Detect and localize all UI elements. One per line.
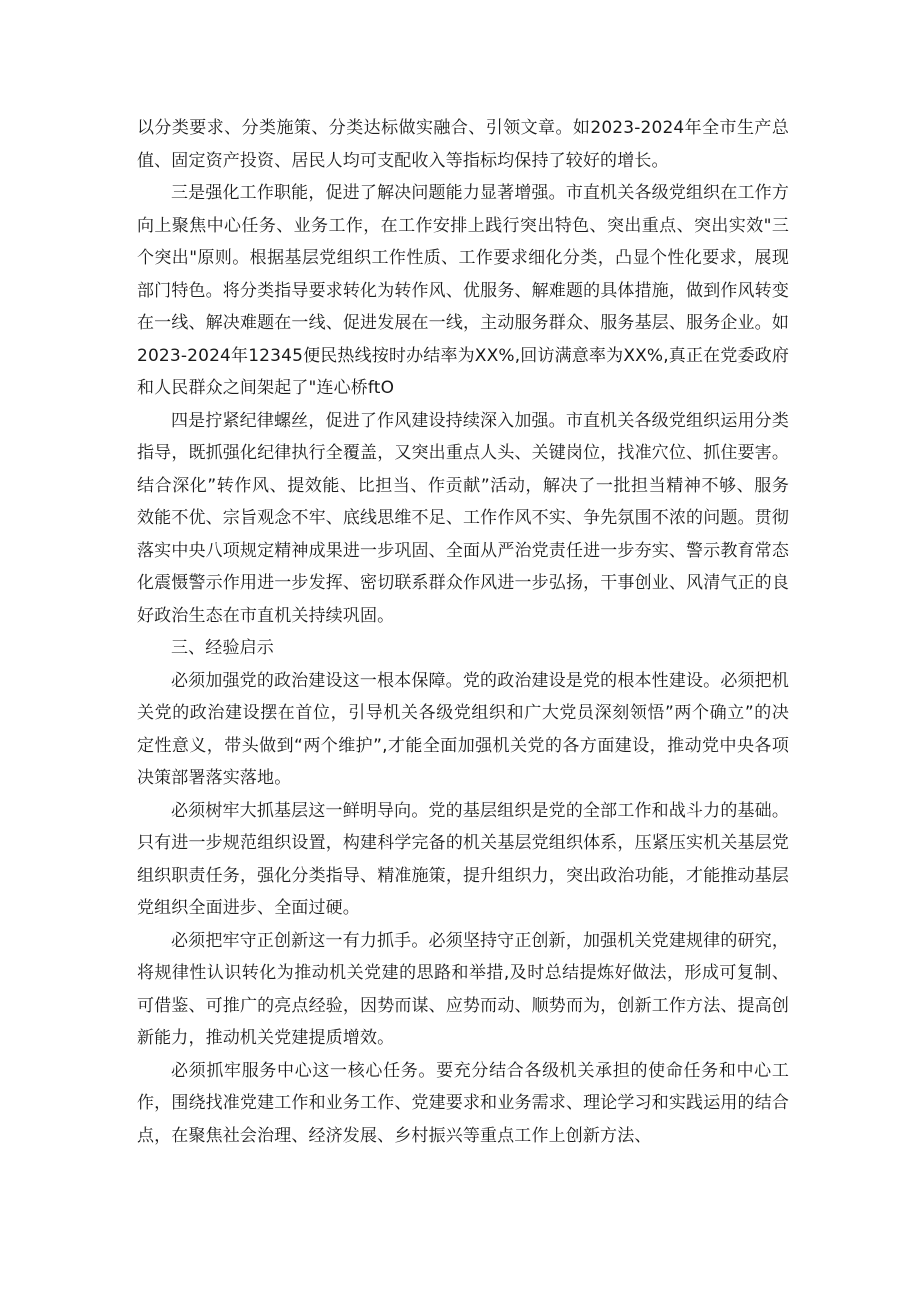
paragraph-discipline: 四是拧紧纪律螺丝，促进了作风建设持续深入加强。市直机关各级党组织运用分类指导，既抓强化纪律执行全覆盖，又突出重点人头、关键岗位，找准穴位、抓住要害。结合深化”转作风、提效能、比担当、作贡献”活动，解决了一批担当精神不够、服务效能不优、宗旨观念不牢、底线思维不足、工作作风不实、争先氛围不浓的问题。贯彻落实中央八项规定精神成果进一步巩固、全面从严治党责任进一步夯实、警示教育常态化震慑警示作用进一步发挥、密切联系群众作风进一步弘扬，干事创业、风清气正的良好政治生态在市直机关持续巩固。: [137, 410, 789, 626]
paragraph-work-function: 三是强化工作职能，促进了解决问题能力显著增强。市直机关各级党组织在工作方向上聚焦中心任务、业务工作，在工作安排上践行突出特色、突出重点、突出实效"三个突出"原则。根据基层党组织工作性质、工作要求细化分类，凸显个性化要求，展现部门特色。将分类指导要求转化为转作风、优服务、解难题的具体措施，做到作风转变在一线、解决难题在一线、促进发展在一线，主动服务群众、服务基层、服务企业。如2023-2024年12345便民热线按时办结率为XX%,回访满意率为XX%,真正在党委政府和人民群众之间架起了"连心桥ftO: [137, 183, 789, 398]
paragraph-political-building: 必须加强党的政治建设这一根本保障。党的政治建设是党的根本性建设。必须把机关党的政治建设摆在首位，引导机关各级党组织和广大党员深刻领悟”两个确立”的决定性意义，带头做到“两个维护”,才能全面加强机关党的各方面建设，推动党中央各项决策部署落实落地。: [137, 670, 789, 788]
paragraph-service-center: 必须抓牢服务中心这一核心任务。要充分结合各级机关承担的使命任务和中心工作，围绕找准党建工作和业务工作、党建要求和业务需求、理论学习和实践运用的结合点，在聚焦社会治理、经济发展、乡村振兴等重点工作上创新方法、: [137, 1060, 789, 1146]
document-body: [137, 112, 789, 1152]
paragraph-continuation: 以分类要求、分类施策、分类达标做实融合、引领文章。如2023-2024年全市生产总值、固定资产投资、居民人均可支配收入等指标均保持了较好的增长。: [137, 118, 789, 171]
paragraph-innovation: 必须把牢守正创新这一有力抓手。必须坚持守正创新，加强机关党建规律的研究，将规律性认识转化为推动机关党建的思路和举措,及时总结提炼好做法，形成可复制、可借鉴、可推广的亮点经验，因势而谋、应势而动、顺势而为，创新工作方法、提高创新能力，推动机关党建提质增效。: [137, 930, 789, 1048]
paragraph-grassroots: 必须树牢大抓基层这一鲜明导向。党的基层组织是党的全部工作和战斗力的基础。只有进一步规范组织设置，构建科学完备的机关基层党组织体系，压紧压实机关基层党组织职责任务，强化分类指导、精准施策，提升组织力，突出政治功能，才能推动基层党组织全面进步、全面过硬。: [137, 800, 789, 918]
section-heading-experience: 三、经验启示: [171, 638, 274, 658]
